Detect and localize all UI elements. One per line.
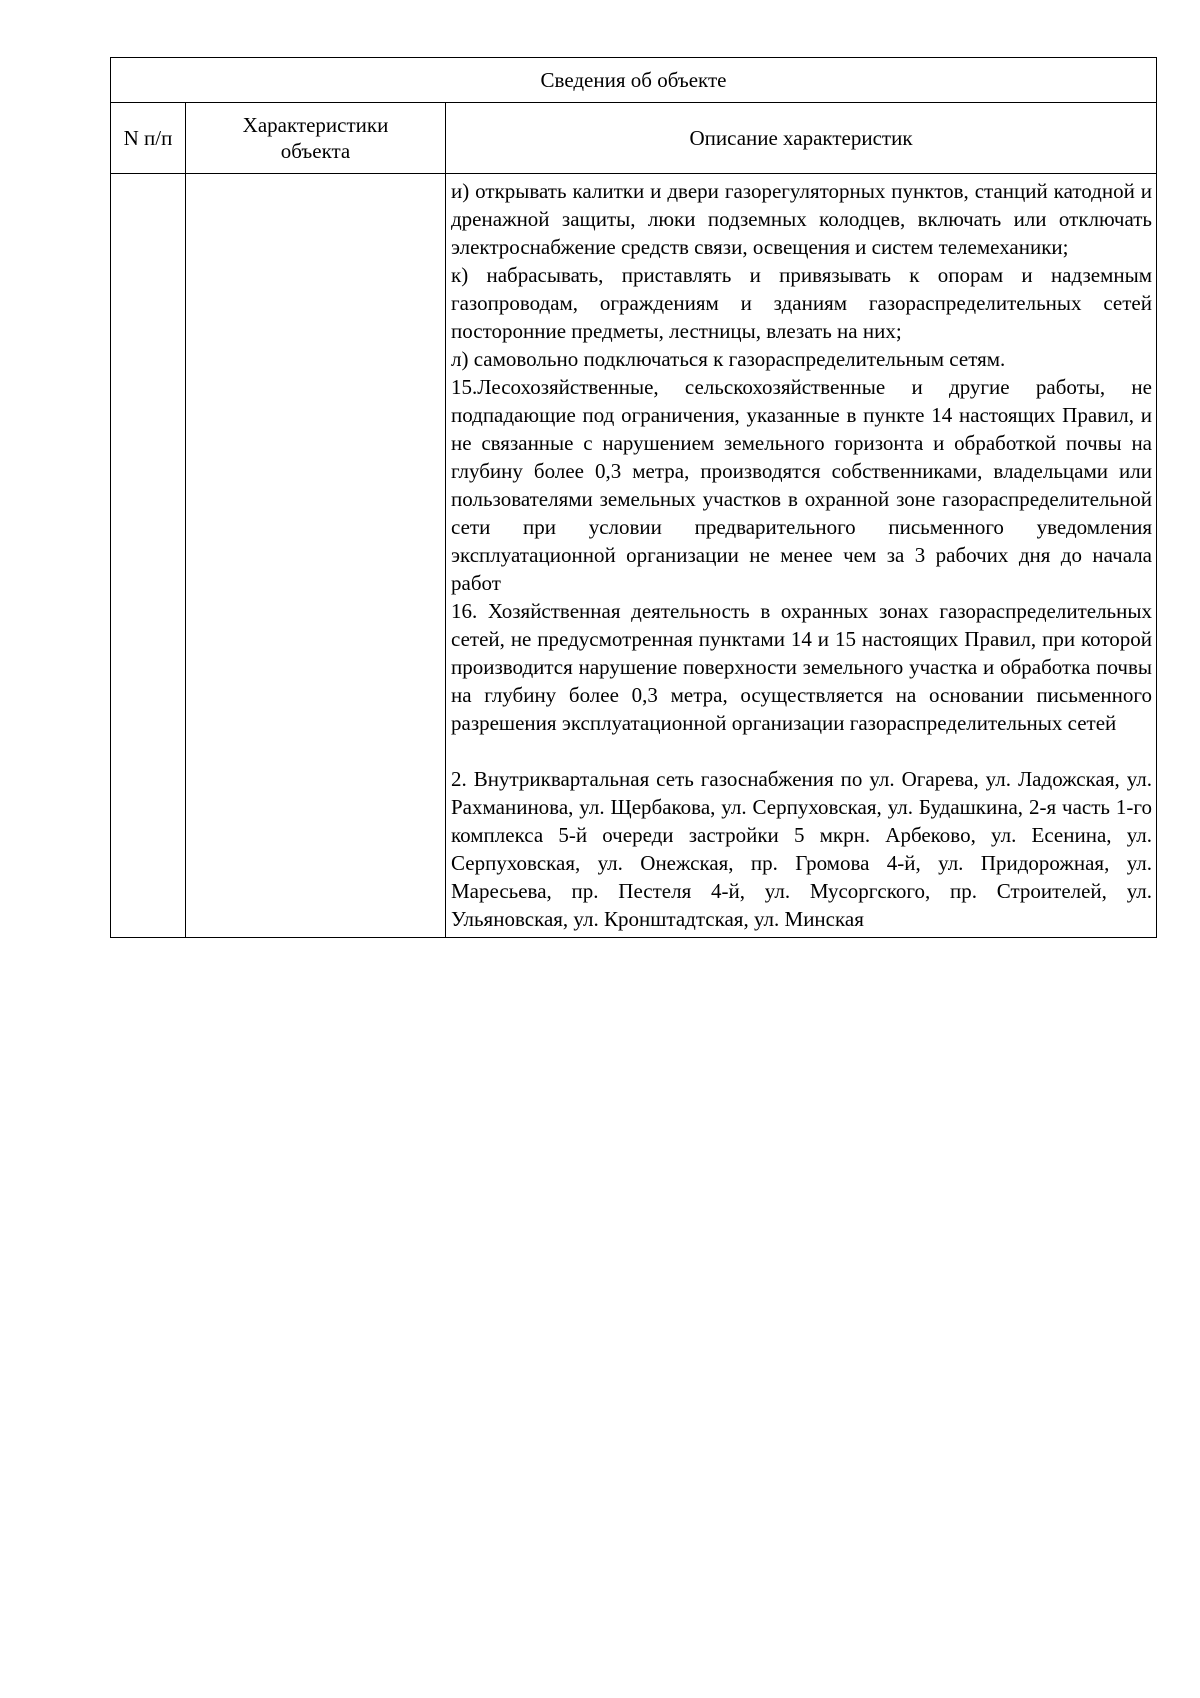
- table-title: Сведения об объекте: [111, 58, 1157, 103]
- cell-description: [446, 174, 1157, 938]
- cell-characteristics: [186, 174, 446, 938]
- object-info-table: [110, 57, 1157, 938]
- paragraph-spacer: [451, 737, 1152, 765]
- paragraph-item-l: л) самовольно подключаться к газораспределительным сетям.: [451, 347, 1006, 371]
- header-description: Описание характеристик: [446, 103, 1157, 174]
- paragraph-rule-16: 16. Хозяйственная деятельность в охранных зонах газораспределительных сетей, не предусмотренная пунктами 14 и 15 настоящих Правил, при которой производится нарушение поверхности земельного участка и обработка почвы на глубину более 0,3 метра, осуществляется на основании письменного разрешения эксплуатационной организации газораспределительных сетей: [451, 599, 1152, 735]
- cell-num: [111, 174, 186, 938]
- paragraph-item-i: и) открывать калитки и двери газорегуляторных пунктов, станций катодной и дренажной защиты, люки подземных колодцев, включать или отключать электроснабжение средств связи, освещения и систем телемеханики;: [451, 179, 1152, 259]
- header-num: N п/п: [111, 103, 186, 174]
- paragraph-gas-network: 2. Внутриквартальная сеть газоснабжения по ул. Огарева, ул. Ладожская, ул. Рахманинова, ул. Щербакова, ул. Серпуховская, ул. Будашкина, 2-я часть 1-го комплекса 5-й очереди застройки 5 мкрн. Арбеково, ул. Есенина, ул. Серпуховская, ул. Онежская, пр. Громова 4-й, ул. Придорожная, ул. Маресьева, пр. Пестеля 4-й, ул. Мусоргского, пр. Строителей, ул. Ульяновская, ул. Кронштадтская, ул. Минская: [451, 767, 1152, 931]
- table-row: [111, 174, 1157, 938]
- paragraph-rule-15: 15.Лесохозяйственные, сельскохозяйственные и другие работы, не подпадающие под ограничения, указанные в пункте 14 настоящих Правил, и не связанные с нарушением земельного горизонта и обработкой почвы на глубину более 0,3 метра, производятся собственниками, владельцами или пользователями земельных участков в охранной зоне газораспределительной сети при условии предварительного письменного уведомления эксплуатационной организации не менее чем за 3 рабочих дня до начала работ: [451, 375, 1152, 595]
- paragraph-item-k: к) набрасывать, приставлять и привязывать к опорам и надземным газопроводам, ограждениям и зданиям газораспределительных сетей посторонние предметы, лестницы, влезать на них;: [451, 263, 1152, 343]
- header-characteristics: Характеристики объекта: [186, 103, 446, 174]
